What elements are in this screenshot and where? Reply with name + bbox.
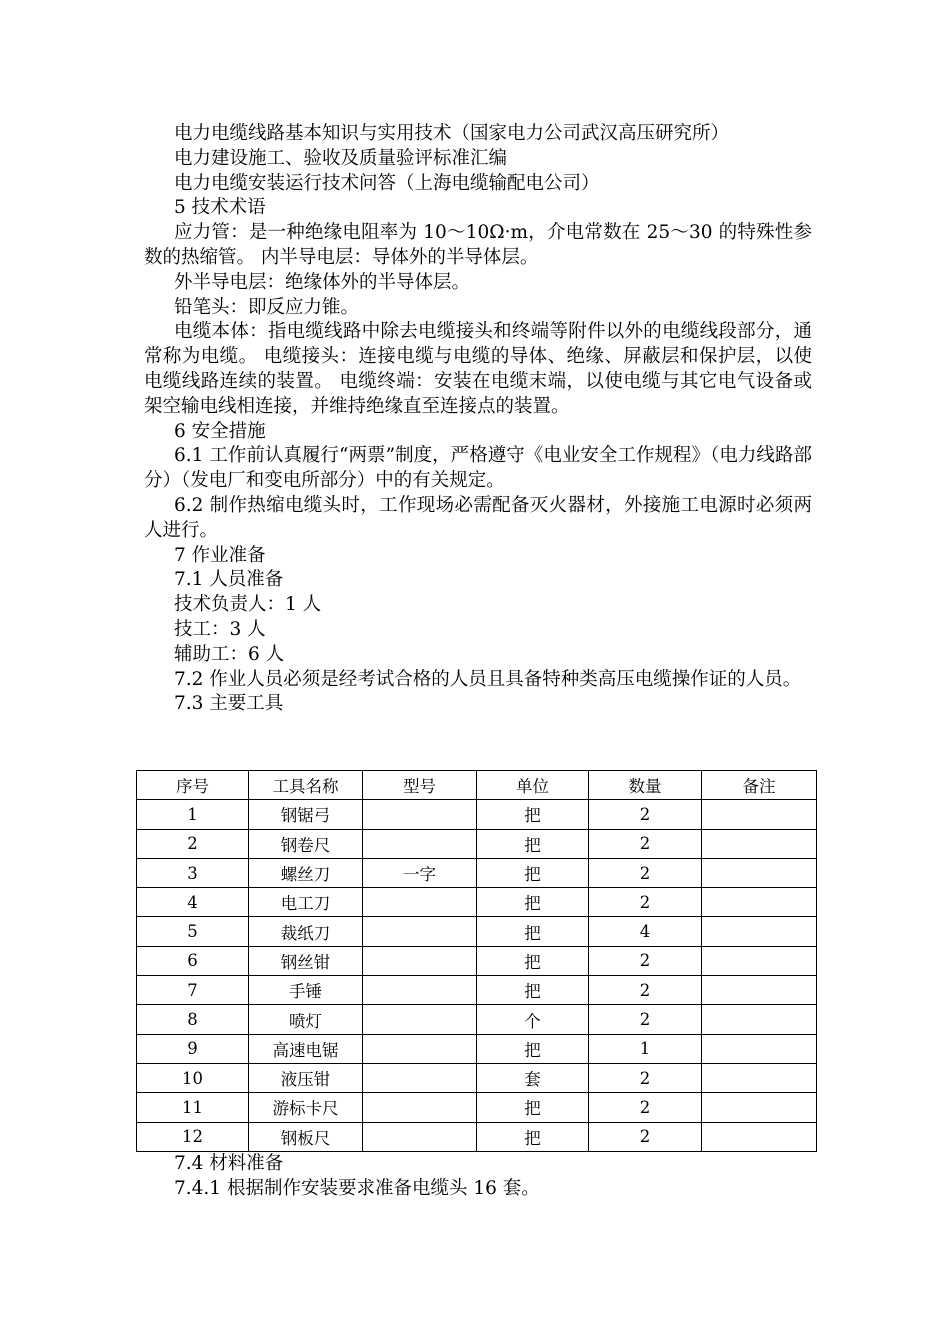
cell-quantity: 4 (589, 917, 702, 946)
cell-model (363, 1005, 477, 1034)
cell-remarks (702, 1063, 817, 1092)
term-stress-tube: 应力管：是一种绝缘电阻率为 10～10Ω·m，介电常数在 25～30 的特殊性参数的热缩管。 内半导电层：导体外的半导体层。 (144, 222, 812, 268)
cell-quantity: 2 (589, 1063, 702, 1092)
cell-model (363, 976, 477, 1005)
table-row (137, 1034, 817, 1063)
cell-quantity: 2 (589, 888, 702, 917)
cell-tool-name: 钢丝钳 (249, 946, 363, 975)
term-pencil-head: 铅笔头：即反应力锥。 (174, 296, 360, 318)
cell-model (363, 1122, 477, 1151)
table-row (137, 888, 817, 917)
cell-tool-name: 手锤 (249, 976, 363, 1005)
safety-6-1: 6.1 工作前认真履行“两票”制度，严格遵守《电业安全工作规程》（电力线路部分）（发电厂和变电所部分）中的有关规定。 (144, 445, 812, 492)
cell-remarks (702, 946, 817, 975)
cell-model (363, 917, 477, 946)
subheading-7-3: 7.3 主要工具 (174, 693, 284, 715)
cell-quantity: 2 (589, 1005, 702, 1034)
tools-table (136, 770, 817, 1152)
cell-unit: 把 (477, 800, 589, 829)
materials-7-4-1: 7.4.1 根据制作安装要求准备电缆头 16 套。 (174, 1177, 540, 1199)
cell-unit: 把 (477, 946, 589, 975)
header-tool-name: 工具名称 (249, 771, 363, 800)
cell-quantity: 2 (589, 829, 702, 858)
cell-index: 1 (137, 800, 249, 829)
cell-remarks (702, 888, 817, 917)
cell-quantity: 2 (589, 1122, 702, 1151)
staff-tech-lead: 技术负责人：1 人 (174, 594, 322, 616)
cell-quantity: 2 (589, 858, 702, 887)
cell-quantity: 2 (589, 976, 702, 1005)
cell-tool-name: 钢板尺 (249, 1122, 363, 1151)
cell-remarks (702, 858, 817, 887)
section-heading-5: 5 技术术语 (174, 197, 266, 219)
cell-model (363, 1093, 477, 1122)
cell-tool-name: 喷灯 (249, 1005, 363, 1034)
reference-2: 电力建设施工、验收及质量验评标准汇编 (174, 147, 508, 169)
table-row (137, 1122, 817, 1151)
cell-unit: 把 (477, 917, 589, 946)
header-quantity: 数量 (589, 771, 702, 800)
table-row (137, 917, 817, 946)
table-row (137, 946, 817, 975)
cell-unit: 个 (477, 1005, 589, 1034)
body-text (144, 122, 812, 717)
safety-6-2: 6.2 制作热缩电缆头时，工作现场必需配备灭火器材，外接施工电源时必须两人进行。 (144, 494, 812, 541)
cell-unit: 把 (477, 829, 589, 858)
cell-unit: 把 (477, 1122, 589, 1151)
cell-index: 4 (137, 888, 249, 917)
subheading-7-1: 7.1 人员准备 (174, 569, 284, 591)
cell-model (363, 1063, 477, 1092)
table-row (137, 800, 817, 829)
subheading-7-4: 7.4 材料准备 (174, 1153, 284, 1174)
header-index: 序号 (137, 771, 249, 800)
cell-index: 9 (137, 1034, 249, 1063)
cell-unit: 把 (477, 976, 589, 1005)
staff-technician: 技工：3 人 (174, 618, 266, 640)
cell-tool-name: 钢卷尺 (249, 829, 363, 858)
cell-remarks (702, 976, 817, 1005)
cell-index: 8 (137, 1005, 249, 1034)
cell-model (363, 829, 477, 858)
cell-remarks (702, 800, 817, 829)
header-unit: 单位 (477, 771, 589, 800)
cell-tool-name: 液压钳 (249, 1063, 363, 1092)
table-row (137, 829, 817, 858)
cell-model (363, 888, 477, 917)
table-row (137, 1093, 817, 1122)
cell-unit: 把 (477, 1093, 589, 1122)
cell-tool-name: 螺丝刀 (249, 858, 363, 887)
cell-remarks (702, 917, 817, 946)
cell-remarks (702, 1005, 817, 1034)
cell-index: 7 (137, 976, 249, 1005)
cell-tool-name: 游标卡尺 (249, 1093, 363, 1122)
cell-index: 10 (137, 1063, 249, 1092)
section-heading-7: 7 作业准备 (174, 544, 266, 566)
cell-tool-name: 电工刀 (249, 888, 363, 917)
table-row (137, 1005, 817, 1034)
reference-3: 电力电缆安装运行技术问答（上海电缆输配电公司） (174, 172, 600, 194)
cell-index: 12 (137, 1122, 249, 1151)
cell-unit: 把 (477, 888, 589, 917)
cell-index: 2 (137, 829, 249, 858)
cell-index: 5 (137, 917, 249, 946)
table-row (137, 858, 817, 887)
requirement-7-2: 7.2 作业人员必须是经考试合格的人员且具备特种类高压电缆操作证的人员。 (174, 668, 802, 690)
term-cable-body: 电缆本体：指电缆线路中除去电缆接头和终端等附件以外的电缆线段部分，通常称为电缆。 电缆接头：连接电缆与电缆的导体、绝缘、屏蔽层和保护层，以使电缆线路连续的装置。 电缆终端：安装在电缆末端，以使电缆与其它电气设备或架空输电线相连接，并维持绝缘直至连接点的装置。 (144, 321, 812, 417)
cell-tool-name: 钢锯弓 (249, 800, 363, 829)
cell-remarks (702, 1034, 817, 1063)
staff-assistant: 辅助工：6 人 (174, 643, 285, 665)
table-row (137, 976, 817, 1005)
cell-index: 6 (137, 946, 249, 975)
table-header-row (137, 771, 817, 800)
cell-remarks (702, 829, 817, 858)
cell-index: 3 (137, 858, 249, 887)
cell-unit: 把 (477, 858, 589, 887)
cell-quantity: 2 (589, 946, 702, 975)
cell-model (363, 800, 477, 829)
cell-remarks (702, 1093, 817, 1122)
header-model: 型号 (363, 771, 477, 800)
cell-remarks (702, 1122, 817, 1151)
table-row (137, 1063, 817, 1092)
cell-quantity: 1 (589, 1034, 702, 1063)
section-heading-6: 6 安全措施 (174, 420, 266, 442)
cell-unit: 套 (477, 1063, 589, 1092)
term-outer-semiconductor: 外半导电层：绝缘体外的半导体层。 (174, 271, 471, 293)
cell-model (363, 946, 477, 975)
cell-model: 一字 (363, 858, 477, 887)
header-remarks: 备注 (702, 771, 817, 800)
cell-index: 11 (137, 1093, 249, 1122)
materials-section (144, 1152, 812, 1202)
reference-1: 电力电缆线路基本知识与实用技术（国家电力公司武汉高压研究所） (174, 123, 730, 144)
cell-model (363, 1034, 477, 1063)
cell-tool-name: 高速电锯 (249, 1034, 363, 1063)
cell-unit: 把 (477, 1034, 589, 1063)
cell-quantity: 2 (589, 1093, 702, 1122)
cell-quantity: 2 (589, 800, 702, 829)
cell-tool-name: 裁纸刀 (249, 917, 363, 946)
